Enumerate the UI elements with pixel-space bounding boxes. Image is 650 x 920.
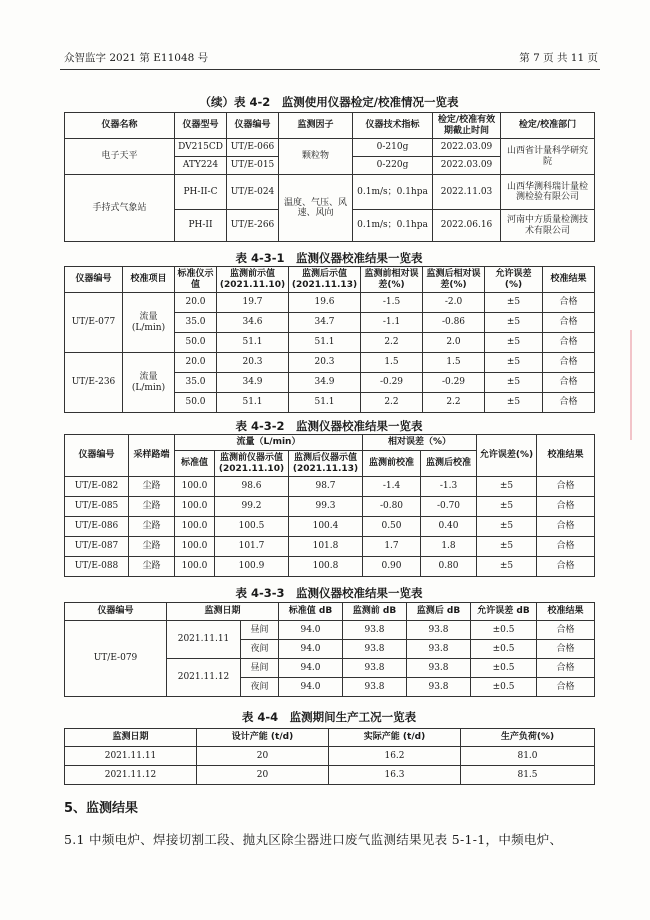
table-cell: 合格 bbox=[543, 373, 595, 393]
th-date: 监测日期 bbox=[167, 603, 279, 621]
table-cell: ±5 bbox=[477, 517, 537, 537]
th-err-before: 监测前校准 bbox=[363, 451, 421, 477]
table-cell: ±0.5 bbox=[471, 640, 537, 659]
table-cell: ±5 bbox=[485, 373, 543, 393]
th-instrument-name: 仪器名称 bbox=[65, 113, 175, 139]
table-cell: 19.6 bbox=[289, 293, 361, 313]
table-cell: 20.0 bbox=[175, 353, 217, 373]
cell-factor: 温度、气压、风速、风向 bbox=[279, 175, 353, 242]
th-rel-err: 相对误差（%） bbox=[363, 435, 477, 451]
seal-edge bbox=[630, 330, 650, 440]
table-cell: 100.4 bbox=[289, 517, 363, 537]
cell-instrument-id: UT/E-077 bbox=[65, 293, 123, 353]
cell-name: 电子天平 bbox=[65, 139, 175, 175]
cell-instrument-id: UT/E-079 bbox=[65, 621, 167, 697]
table-cell: 夜间 bbox=[241, 678, 279, 697]
page-header bbox=[64, 50, 598, 68]
table-row bbox=[65, 139, 595, 157]
th-instrument-id: 仪器编号 bbox=[227, 113, 279, 139]
table-cell: 100.0 bbox=[175, 517, 215, 537]
table-cell: 93.8 bbox=[407, 640, 471, 659]
table-cell: ±5 bbox=[485, 353, 543, 373]
th-dept: 检定/校准部门 bbox=[501, 113, 595, 139]
table-cell: 昼间 bbox=[241, 621, 279, 640]
table-cell: ±5 bbox=[485, 293, 543, 313]
table-cell: 合格 bbox=[543, 313, 595, 333]
table-cell: 81.5 bbox=[461, 766, 595, 785]
table-cell: UT/E-088 bbox=[65, 557, 129, 577]
cell-model: PH-II-C bbox=[175, 175, 227, 210]
table-cell: -0.86 bbox=[423, 313, 485, 333]
cell-spec: 0-220g bbox=[353, 157, 433, 175]
cell-item: 流量 (L/min) bbox=[123, 353, 175, 413]
table-cell: 93.8 bbox=[407, 678, 471, 697]
th-before: 监测前 dB bbox=[343, 603, 407, 621]
th-std: 标准仪示值 bbox=[175, 267, 217, 293]
table-row bbox=[65, 766, 595, 785]
th-std: 标准值 dB bbox=[279, 603, 343, 621]
th-result: 校准结果 bbox=[537, 435, 595, 477]
table-cell: -0.29 bbox=[361, 373, 423, 393]
th-factor: 监测因子 bbox=[279, 113, 353, 139]
table-cell: 1.5 bbox=[361, 353, 423, 373]
cell-model: DV215CD bbox=[175, 139, 227, 157]
table-4-3-3-caption: 表 4-3-3 监测仪器校准结果一览表 bbox=[235, 586, 423, 600]
table-4-2-caption: （续）表 4-2 监测使用仪器检定/校准情况一览表 bbox=[199, 95, 459, 109]
cell-id: UT/E-015 bbox=[227, 157, 279, 175]
table-row bbox=[65, 175, 595, 210]
table-cell: 93.8 bbox=[407, 621, 471, 640]
table-cell: 合格 bbox=[537, 517, 595, 537]
table-cell: 51.1 bbox=[217, 333, 289, 353]
table-cell: ±5 bbox=[477, 537, 537, 557]
cell-name: 手持式气象站 bbox=[65, 175, 175, 242]
table-cell: 50.0 bbox=[175, 333, 217, 353]
table-cell: 合格 bbox=[537, 477, 595, 497]
table-4-3-3 bbox=[64, 602, 595, 697]
table-cell: 35.0 bbox=[175, 373, 217, 393]
table-cell: 50.0 bbox=[175, 393, 217, 413]
table-cell: 99.3 bbox=[289, 497, 363, 517]
table-cell: 尘路 bbox=[129, 517, 175, 537]
page-number: 第 7 页 共 11 页 bbox=[519, 52, 598, 64]
table-row bbox=[65, 747, 595, 766]
table-cell: 101.8 bbox=[289, 537, 363, 557]
cell-spec: 0-210g bbox=[353, 139, 433, 157]
cell-model: PH-II bbox=[175, 210, 227, 242]
table-4-4 bbox=[64, 728, 595, 785]
table-row bbox=[65, 477, 595, 497]
th-valid-date: 检定/校准有效期截止时间 bbox=[433, 113, 501, 139]
table-cell: 昼间 bbox=[241, 659, 279, 678]
table-4-3-2-caption: 表 4-3-2 监测仪器校准结果一览表 bbox=[235, 419, 423, 433]
table-cell: 20 bbox=[197, 766, 329, 785]
cell-dept: 山西华测科瑞计量检测检验有限公司 bbox=[501, 175, 595, 210]
table-cell: 16.2 bbox=[329, 747, 461, 766]
table-4-3-1-caption: 表 4-3-1 监测仪器校准结果一览表 bbox=[235, 251, 423, 265]
th-spec: 仪器技术指标 bbox=[353, 113, 433, 139]
table-cell: 100.5 bbox=[215, 517, 289, 537]
table-cell: 0.90 bbox=[363, 557, 421, 577]
cell-date: 2021.11.12 bbox=[167, 659, 241, 697]
table-cell: 93.8 bbox=[343, 678, 407, 697]
table-cell: ±0.5 bbox=[471, 678, 537, 697]
cell-dept: 河南中方质量检测技术有限公司 bbox=[501, 210, 595, 242]
table-cell: 100.0 bbox=[175, 537, 215, 557]
table-cell: 2.2 bbox=[423, 393, 485, 413]
table-cell: 93.8 bbox=[343, 621, 407, 640]
table-row bbox=[65, 293, 595, 313]
table-cell: 合格 bbox=[537, 497, 595, 517]
table-cell: 合格 bbox=[543, 293, 595, 313]
table-cell: 尘路 bbox=[129, 497, 175, 517]
table-cell: 2.0 bbox=[423, 333, 485, 353]
table-cell: -0.70 bbox=[421, 497, 477, 517]
body-paragraph: 5.1 中频电炉、焊接切割工段、抛丸区除尘器进口废气监测结果见表 5-1-1，中频电炉、 bbox=[64, 832, 563, 847]
section-heading: 5、监测结果 bbox=[64, 801, 139, 816]
table-cell: ±5 bbox=[485, 333, 543, 353]
table-cell: 2021.11.12 bbox=[65, 766, 197, 785]
cell-id: UT/E-266 bbox=[227, 210, 279, 242]
table-cell: 34.9 bbox=[289, 373, 361, 393]
table-row bbox=[65, 621, 595, 640]
table-row bbox=[65, 557, 595, 577]
cell-date: 2022.06.16 bbox=[433, 210, 501, 242]
cell-id: UT/E-024 bbox=[227, 175, 279, 210]
table-cell: 100.0 bbox=[175, 497, 215, 517]
table-cell: ±5 bbox=[477, 557, 537, 577]
th-after: 监测后仪器示值 (2021.11.13) bbox=[289, 451, 363, 477]
table-cell: 34.7 bbox=[289, 313, 361, 333]
table-cell: ±0.5 bbox=[471, 659, 537, 678]
table-cell: 94.0 bbox=[279, 621, 343, 640]
th-allow: 允许误差(%) bbox=[477, 435, 537, 477]
th-std: 标准值 bbox=[175, 451, 215, 477]
cell-model: ATY224 bbox=[175, 157, 227, 175]
table-4-2 bbox=[64, 112, 595, 242]
th-after: 监测后 dB bbox=[407, 603, 471, 621]
table-cell: 20.0 bbox=[175, 293, 217, 313]
table-row bbox=[65, 537, 595, 557]
th-id: 仪器编号 bbox=[65, 435, 129, 477]
th-design: 设计产能 (t/d) bbox=[197, 729, 329, 747]
th-after: 监测后示值 (2021.11.13) bbox=[289, 267, 361, 293]
report-number: 众智监字 2021 第 E11048 号 bbox=[64, 52, 209, 64]
table-cell: 93.8 bbox=[343, 659, 407, 678]
cell-item: 流量 (L/min) bbox=[123, 293, 175, 353]
table-cell: 100.0 bbox=[175, 557, 215, 577]
table-row bbox=[65, 497, 595, 517]
th-path: 采样路端 bbox=[129, 435, 175, 477]
table-cell: 20.3 bbox=[289, 353, 361, 373]
table-cell: ±5 bbox=[477, 497, 537, 517]
table-cell: -1.1 bbox=[361, 313, 423, 333]
table-cell: 2.2 bbox=[361, 393, 423, 413]
table-cell: 100.0 bbox=[175, 477, 215, 497]
table-cell: 16.3 bbox=[329, 766, 461, 785]
th-allow: 允许误差 dB bbox=[471, 603, 537, 621]
cell-date: 2022.03.09 bbox=[433, 139, 501, 157]
table-cell: -0.29 bbox=[423, 373, 485, 393]
table-cell: 2021.11.11 bbox=[65, 747, 197, 766]
table-cell: -1.5 bbox=[361, 293, 423, 313]
table-cell: 1.8 bbox=[421, 537, 477, 557]
table-cell: 99.2 bbox=[215, 497, 289, 517]
table-cell: 81.0 bbox=[461, 747, 595, 766]
table-cell: 1.5 bbox=[423, 353, 485, 373]
th-before: 监测前仪器示值 (2021.11.10) bbox=[215, 451, 289, 477]
table-cell: 合格 bbox=[537, 621, 595, 640]
table-cell: 0.40 bbox=[421, 517, 477, 537]
th-err-after: 监测后相对误差(%) bbox=[423, 267, 485, 293]
table-cell: 100.9 bbox=[215, 557, 289, 577]
table-4-3-1 bbox=[64, 266, 595, 413]
table-cell: 35.0 bbox=[175, 313, 217, 333]
table-cell: 34.6 bbox=[217, 313, 289, 333]
table-cell: 夜间 bbox=[241, 640, 279, 659]
th-err-before: 监测前相对误差(%) bbox=[361, 267, 423, 293]
table-cell: 尘路 bbox=[129, 477, 175, 497]
table-cell: 94.0 bbox=[279, 640, 343, 659]
table-cell: 94.0 bbox=[279, 659, 343, 678]
table-cell: ±5 bbox=[485, 313, 543, 333]
th-result: 校准结果 bbox=[543, 267, 595, 293]
table-cell: 51.1 bbox=[289, 333, 361, 353]
cell-id: UT/E-066 bbox=[227, 139, 279, 157]
table-cell: 51.1 bbox=[217, 393, 289, 413]
table-cell: 合格 bbox=[543, 393, 595, 413]
table-cell: 34.9 bbox=[217, 373, 289, 393]
table-cell: 100.8 bbox=[289, 557, 363, 577]
cell-date: 2021.11.11 bbox=[167, 621, 241, 659]
table-cell: 合格 bbox=[543, 333, 595, 353]
table-cell: 93.8 bbox=[407, 659, 471, 678]
table-cell: -0.80 bbox=[363, 497, 421, 517]
table-4-4-caption: 表 4-4 监测期间生产工况一览表 bbox=[241, 710, 417, 724]
cell-dept: 山西省计量科学研究院 bbox=[501, 139, 595, 175]
table-cell: 合格 bbox=[537, 537, 595, 557]
table-cell: 98.6 bbox=[215, 477, 289, 497]
table-cell: 93.8 bbox=[343, 640, 407, 659]
table-cell: 2.2 bbox=[361, 333, 423, 353]
table-row bbox=[65, 353, 595, 373]
table-cell: 0.50 bbox=[363, 517, 421, 537]
table-cell: 合格 bbox=[543, 353, 595, 373]
table-cell: 51.1 bbox=[289, 393, 361, 413]
th-id: 仪器编号 bbox=[65, 603, 167, 621]
table-cell: 合格 bbox=[537, 640, 595, 659]
table-cell: 1.7 bbox=[363, 537, 421, 557]
table-cell: ±0.5 bbox=[471, 621, 537, 640]
table-cell: ±5 bbox=[485, 393, 543, 413]
table-row bbox=[65, 517, 595, 537]
table-cell: 94.0 bbox=[279, 678, 343, 697]
cell-spec: 0.1m/s；0.1hpa bbox=[353, 210, 433, 242]
cell-spec: 0.1m/s；0.1hpa bbox=[353, 175, 433, 210]
cell-instrument-id: UT/E-236 bbox=[65, 353, 123, 413]
th-result: 校准结果 bbox=[537, 603, 595, 621]
table-cell: 19.7 bbox=[217, 293, 289, 313]
table-cell: 101.7 bbox=[215, 537, 289, 557]
th-load: 生产负荷(%) bbox=[461, 729, 595, 747]
th-id: 仪器编号 bbox=[65, 267, 123, 293]
th-model: 仪器型号 bbox=[175, 113, 227, 139]
th-before: 监测前示值 (2021.11.10) bbox=[217, 267, 289, 293]
table-cell: 98.7 bbox=[289, 477, 363, 497]
table-cell: 尘路 bbox=[129, 537, 175, 557]
table-cell: 0.80 bbox=[421, 557, 477, 577]
table-cell: 合格 bbox=[537, 557, 595, 577]
table-cell: UT/E-085 bbox=[65, 497, 129, 517]
header-rule bbox=[60, 69, 600, 70]
table-cell: 尘路 bbox=[129, 557, 175, 577]
cell-date: 2022.03.09 bbox=[433, 157, 501, 175]
table-cell: UT/E-082 bbox=[65, 477, 129, 497]
table-cell: 合格 bbox=[537, 659, 595, 678]
table-4-3-2 bbox=[64, 434, 595, 577]
th-allow: 允许误差(%) bbox=[485, 267, 543, 293]
table-cell: -1.4 bbox=[363, 477, 421, 497]
th-flow: 流量（L/min） bbox=[175, 435, 363, 451]
table-cell: UT/E-086 bbox=[65, 517, 129, 537]
th-item: 校准项目 bbox=[123, 267, 175, 293]
table-cell: -2.0 bbox=[423, 293, 485, 313]
cell-date: 2022.11.03 bbox=[433, 175, 501, 210]
table-cell: 合格 bbox=[537, 678, 595, 697]
th-actual: 实际产能 (t/d) bbox=[329, 729, 461, 747]
table-cell: 20 bbox=[197, 747, 329, 766]
table-cell: 20.3 bbox=[217, 353, 289, 373]
table-cell: -1.3 bbox=[421, 477, 477, 497]
table-cell: ±5 bbox=[477, 477, 537, 497]
th-err-after: 监测后校准 bbox=[421, 451, 477, 477]
cell-factor: 颗粒物 bbox=[279, 139, 353, 175]
table-cell: UT/E-087 bbox=[65, 537, 129, 557]
th-date: 监测日期 bbox=[65, 729, 197, 747]
